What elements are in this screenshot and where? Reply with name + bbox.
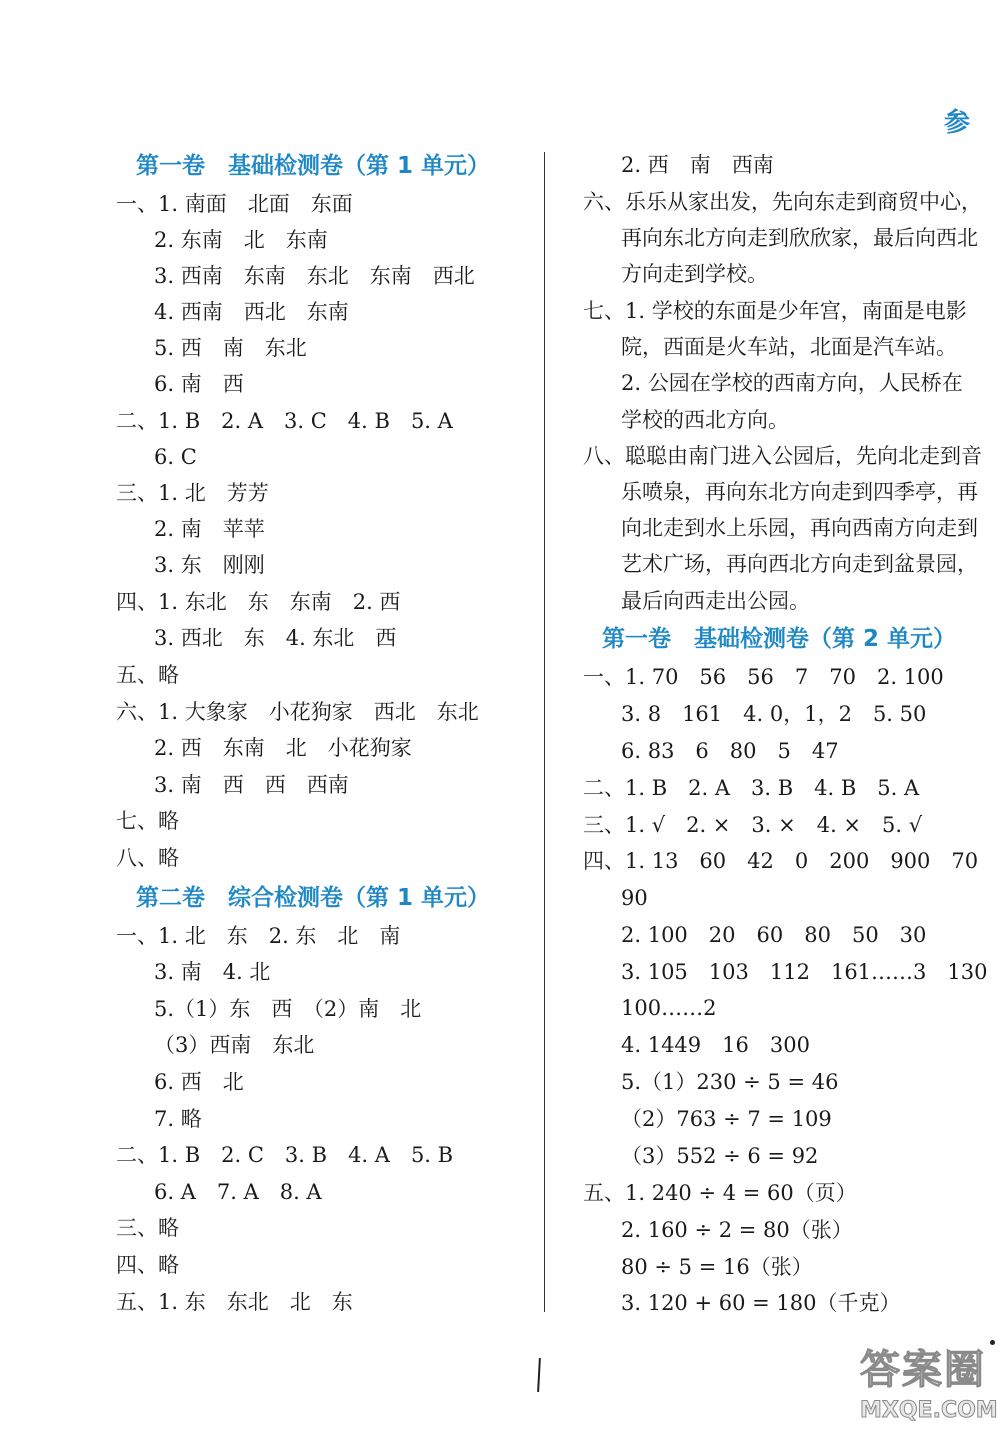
answer-line: 6. A 7. A 8. A	[154, 1180, 322, 1204]
answer-line: 一、1. 70 56 56 7 70 2. 100	[583, 665, 944, 689]
answer-line: 5.（1）东 西 （2）南 北	[154, 997, 422, 1021]
answer-line: （3）552 ÷ 6 = 92	[621, 1144, 819, 1168]
answer-line: 2. 100 20 60 80 50 30	[621, 923, 927, 947]
answer-line: 学校的西北方向。	[621, 408, 789, 432]
answer-line: 二、1. B 2. A 3. B 4. B 5. A	[583, 776, 920, 800]
answer-line: 四、略	[116, 1253, 179, 1277]
section-title-2: 第二卷 综合检测卷（第 1 单元）	[136, 885, 491, 911]
answer-line: 再向东北方向走到欣欣家，最后向西北	[621, 226, 978, 250]
answer-line: 3. 西南 东南 东北 东南 西北	[154, 264, 475, 288]
answer-line: 2. 公园在学校的西南方向，人民桥在	[621, 371, 963, 395]
answer-line: 90	[621, 886, 648, 910]
answer-line: 院，西面是火车站，北面是汽车站。	[621, 335, 957, 359]
answer-line: 5. 西 南 东北	[154, 336, 307, 360]
section-title-1: 第一卷 基础检测卷（第 1 单元）	[136, 153, 491, 179]
answer-line: 艺术广场，再向西北方向走到盆景园，	[621, 552, 978, 576]
answer-line: 2. 东南 北 东南	[154, 228, 328, 252]
answer-line: （2）763 ÷ 7 = 109	[621, 1107, 832, 1131]
answer-line: 7. 略	[154, 1107, 202, 1131]
answer-line: 100……2	[621, 996, 717, 1020]
answer-line: 4. 西南 西北 东南	[154, 300, 349, 324]
answer-line: 3. 东 刚刚	[154, 553, 265, 577]
answer-line: 三、1. √ 2. × 3. × 4. × 5. √	[583, 813, 923, 837]
answer-line: 四、1. 东北 东 东南 2. 西	[116, 590, 401, 614]
answer-line: 3. 西北 东 4. 东北 西	[154, 626, 397, 650]
answer-line: 三、略	[116, 1216, 179, 1240]
answer-line: 七、略	[116, 809, 179, 833]
answer-line: 八、聪聪由南门进入公园后，先向北走到音	[583, 444, 982, 468]
column-divider	[544, 152, 545, 1312]
answer-line: 6. C	[154, 445, 197, 469]
answer-line: 四、1. 13 60 42 0 200 900 70	[583, 849, 979, 873]
answer-line: 五、1. 东 东北 北 东	[116, 1290, 353, 1314]
section-title-3: 第一卷 基础检测卷（第 2 单元）	[602, 626, 957, 652]
answer-line: 2. 160 ÷ 2 = 80（张）	[621, 1218, 853, 1242]
answer-line: 80 ÷ 5 = 16（张）	[621, 1255, 813, 1279]
answer-line: 二、1. B 2. C 3. B 4. A 5. B	[116, 1143, 454, 1167]
answer-line: 八、略	[116, 846, 179, 870]
answer-line: （3）西南 东北	[154, 1033, 315, 1057]
answer-line: 方向走到学校。	[621, 262, 768, 286]
answer-line: 6. 南 西	[154, 372, 244, 396]
answer-line: 七、1. 学校的东面是少年宫，南面是电影	[583, 299, 967, 323]
answer-line: 五、略	[116, 663, 179, 687]
answer-line: 3. 南 4. 北	[154, 960, 271, 984]
answer-line: 6. 西 北	[154, 1070, 244, 1094]
site-watermark	[860, 1338, 1000, 1433]
answer-line: 向北走到水上乐园，再向西南方向走到	[621, 516, 978, 540]
answer-line: 最后向西走出公园。	[621, 589, 810, 613]
answer-line: 六、乐乐从家出发，先向东走到商贸中心，	[583, 190, 982, 214]
watermark-logo-text: 答案圈	[860, 1347, 986, 1393]
answer-line: 2. 西 东南 北 小花狗家	[154, 736, 412, 760]
answer-line: 2. 西 南 西南	[621, 153, 774, 177]
answer-line: 3. 105 103 112 161……3 130	[621, 960, 988, 984]
answer-line: 3. 120 + 60 = 180（千克）	[621, 1291, 901, 1315]
corner-tab-label: 参	[944, 108, 971, 138]
watermark-domain-text: MXQE.COM	[860, 1398, 998, 1423]
answer-line: 六、1. 大象家 小花狗家 西北 东北	[116, 700, 479, 724]
answer-line: 4. 1449 16 300	[621, 1033, 810, 1057]
answer-line: 一、1. 北 东 2. 东 北 南	[116, 924, 401, 948]
answer-line: 5.（1）230 ÷ 5 = 46	[621, 1070, 839, 1094]
answer-line: 一、1. 南面 北面 东面	[116, 192, 353, 216]
answer-line: 五、1. 240 ÷ 4 = 60（页）	[583, 1181, 857, 1205]
answer-line: 2. 南 苹苹	[154, 517, 265, 541]
answer-line: 三、1. 北 芳芳	[116, 481, 269, 505]
page-mark	[537, 1358, 541, 1392]
answer-line: 6. 83 6 80 5 47	[621, 739, 839, 763]
answer-line: 3. 8 161 4. 0，1，2 5. 50	[621, 702, 927, 726]
answer-line: 3. 南 西 西 西南	[154, 773, 349, 797]
answer-line: 二、1. B 2. A 3. C 4. B 5. A	[116, 409, 453, 433]
answer-line: 乐喷泉，再向东北方向走到四季亭，再	[621, 480, 978, 504]
